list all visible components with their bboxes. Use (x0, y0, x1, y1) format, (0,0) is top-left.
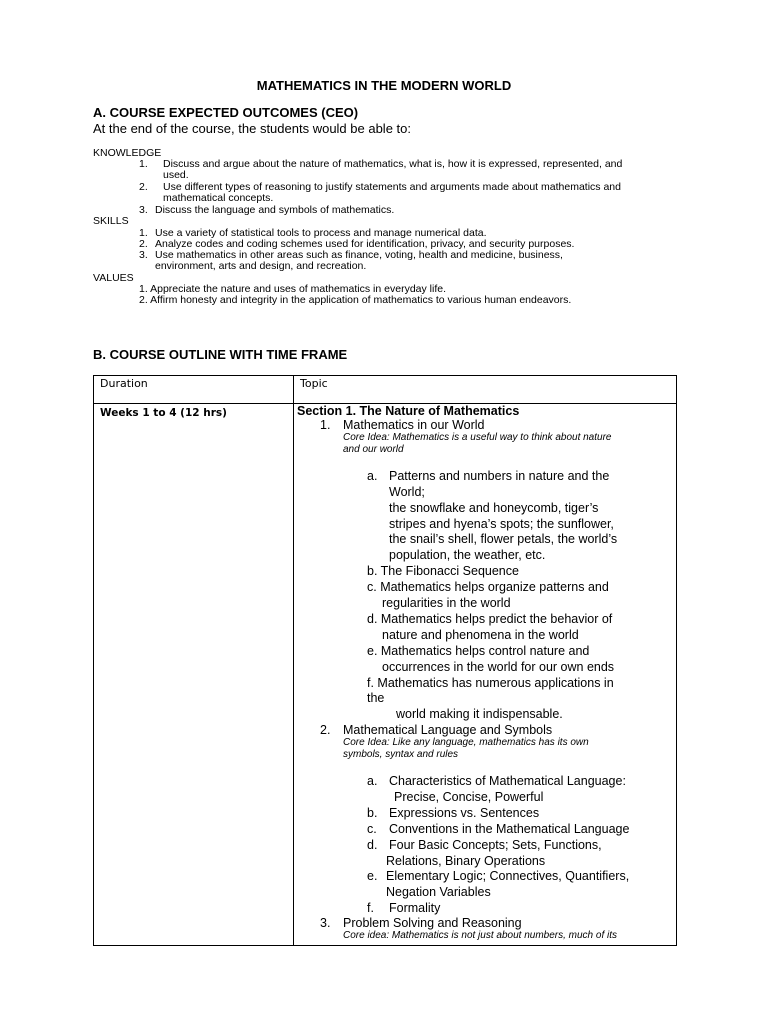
topic-2-sub-d-line-1: Four Basic Concepts; Sets, Functions, (389, 838, 602, 852)
section-a-heading: A. COURSE EXPECTED OUTCOMES (CEO) (93, 105, 359, 120)
knowledge-item-3-line-1: Discuss the language and symbols of mathematics. (155, 204, 395, 216)
topic-2-sub-b-text: Expressions vs. Sentences (389, 806, 540, 820)
document-title: MATHEMATICS IN THE MODERN WORLD (256, 78, 512, 93)
topic-3-num: 3. (320, 916, 331, 930)
topic-1-sub-a-line-5: the snail’s shell, flower petals, the world’s (389, 532, 618, 546)
values-item-2: 2. Affirm honesty and integrity in the application of mathematics to various human endeavors. (139, 294, 572, 306)
topic-2-sub-e-marker: e. (367, 869, 378, 883)
course-outline-table (93, 375, 677, 946)
knowledge-item-1-line-2: used. (163, 169, 189, 181)
skills-label: SKILLS (93, 215, 129, 227)
duration-cell: Weeks 1 to 4 (12 hrs) (94, 404, 294, 946)
skills-item-2-line-1: Analyze codes and coding schemes used for identification, privacy, and security purposes. (155, 238, 575, 250)
skills-item-2-num: 2. (139, 238, 148, 250)
topic-2-core-idea-line-1: Core Idea: Like any language, mathematics has its own (343, 737, 589, 748)
skills-item-1-num: 1. (139, 227, 148, 239)
topic-1-sub-f-line-2: the (367, 691, 385, 705)
knowledge-item-3-num: 3. (139, 204, 148, 216)
skills-item-3-line-2: environment, arts and design, and recreation. (155, 260, 367, 272)
topic-1-sub-f-line-1: f. Mathematics has numerous applications in (367, 676, 614, 690)
topic-1-core-idea-line-2: and our world (343, 444, 404, 455)
topic-2-sub-a-marker: a. (367, 774, 378, 788)
knowledge-item-2-line-2: mathematical concepts. (163, 192, 274, 204)
values-label: VALUES (93, 272, 134, 284)
knowledge-item-1-line-1: Discuss and argue about the nature of mathematics, what is, how it is expressed, represented, and (163, 158, 623, 170)
topic-2-sub-e-line-1: Elementary Logic; Connectives, Quantifiers, (386, 869, 630, 883)
section-a-intro: At the end of the course, the students would be able to: (93, 121, 411, 136)
topic-1-sub-a-line-4: stripes and hyena’s spots; the sunflower, (389, 517, 614, 531)
topic-3-core-idea-line-1: Core idea: Mathematics is not just about numbers, much of its (343, 930, 618, 941)
topic-2-sub-f-text: Formality (389, 901, 441, 915)
knowledge-item-1-num: 1. (139, 158, 148, 170)
topic-3-title: Problem Solving and Reasoning (343, 916, 522, 930)
knowledge-label: KNOWLEDGE (93, 147, 162, 159)
topic-1-sub-a-line-3: the snowflake and honeycomb, tiger’s (389, 501, 599, 515)
topic-2-sub-d-marker: d. (367, 838, 378, 852)
topic-2-sub-a-line-1: Characteristics of Mathematical Language: (389, 774, 626, 788)
topic-1-sub-d-line-2: nature and phenomena in the world (382, 628, 579, 642)
topic-2-sub-c-text: Conventions in the Mathematical Language (389, 822, 630, 836)
section-1-title: Section 1. The Nature of Mathematics (297, 404, 520, 418)
topic-2-sub-f-marker: f. (367, 901, 374, 915)
duration-column-header: Duration (94, 376, 294, 404)
topic-1-sub-d-line-1: d. Mathematics helps predict the behavior of (367, 612, 613, 626)
skills-item-3-num: 3. (139, 249, 148, 261)
topic-1-sub-e-line-2: occurrences in the world for our own ends (382, 660, 615, 674)
table-header-row (94, 376, 677, 404)
topic-2-sub-c-marker: c. (367, 822, 377, 836)
topic-1-sub-c-line-2: regularities in the world (382, 596, 511, 610)
topic-2-sub-b-marker: b. (367, 806, 378, 820)
topic-2-sub-a-line-2: Precise, Concise, Powerful (394, 790, 544, 804)
knowledge-item-2-num: 2. (139, 181, 148, 193)
topic-1-sub-c-line-1: c. Mathematics helps organize patterns and (367, 580, 609, 594)
topic-1-title: Mathematics in our World (343, 418, 485, 432)
topic-1-sub-a-line-1: Patterns and numbers in nature and the (389, 469, 610, 483)
topic-2-title: Mathematical Language and Symbols (343, 723, 553, 737)
topic-1-core-idea-line-1: Core Idea: Mathematics is a useful way to think about nature (343, 432, 612, 443)
topic-2-core-idea-line-2: symbols, syntax and rules (343, 749, 459, 760)
topic-1-sub-a-marker: a. (367, 469, 378, 483)
topic-cell (294, 404, 677, 946)
topic-2-num: 2. (320, 723, 331, 737)
topic-2-sub-d-line-2: Relations, Binary Operations (386, 854, 546, 868)
topic-1-sub-f-line-3: world making it indispensable. (396, 707, 563, 721)
section-b-heading: B. COURSE OUTLINE WITH TIME FRAME (93, 347, 348, 362)
knowledge-item-2-line-1: Use different types of reasoning to justify statements and arguments made about mathematics and (163, 181, 621, 193)
topic-1-sub-a-line-2: World; (389, 485, 425, 499)
topic-1-num: 1. (320, 418, 331, 432)
values-item-1: 1. Appreciate the nature and uses of mathematics in everyday life. (139, 283, 447, 295)
topic-1-sub-b: b. The Fibonacci Sequence (367, 564, 519, 578)
topic-column-header: Topic (294, 376, 677, 404)
topic-2-sub-e-line-2: Negation Variables (386, 885, 491, 899)
topic-1-sub-e-line-1: e. Mathematics helps control nature and (367, 644, 590, 658)
topic-1-sub-a-line-6: population, the weather, etc. (389, 548, 546, 562)
skills-item-3-line-1: Use mathematics in other areas such as finance, voting, health and medicine, business, (155, 249, 563, 261)
skills-item-1-line-1: Use a variety of statistical tools to process and manage numerical data. (155, 227, 487, 239)
table-row (94, 404, 677, 946)
